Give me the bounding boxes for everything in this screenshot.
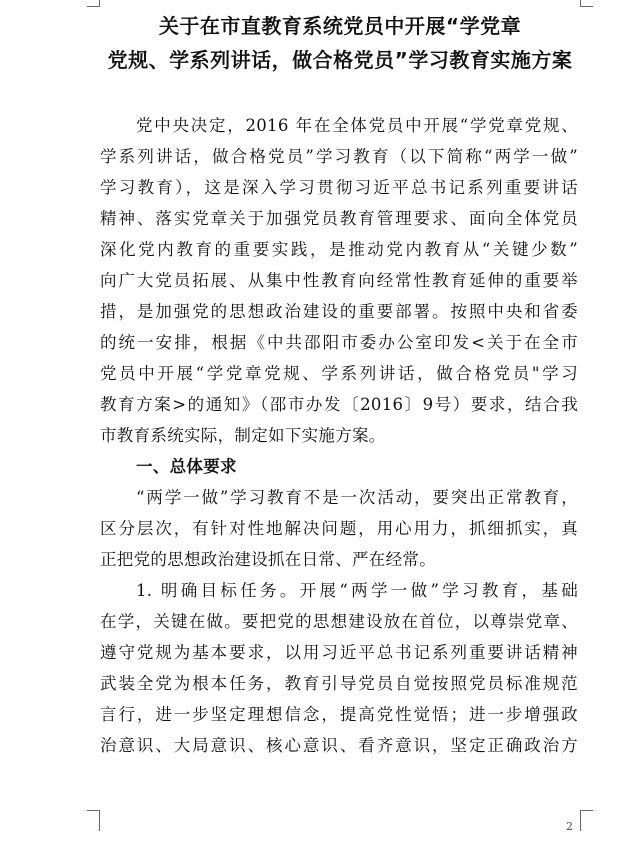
body-line: 学系列讲话，做合格党员”学习教育（以下简称“两学一做” <box>100 147 578 166</box>
crop-mark-top-right <box>580 0 593 7</box>
body-line: 的统一安排，根据《中共邵阳市委办公室印发<关于在全市 <box>100 333 578 352</box>
document-title-line-2: 党规、学系列讲话，做合格党员”学习教育实施方案 <box>107 48 573 72</box>
document-body <box>100 110 578 761</box>
body-line: 治意识、大局意识、核心意识、看齐意识，坚定正确政治方 <box>100 736 578 755</box>
body-line: 党中央决定，2016 年在全体党员中开展“学党章党规、 <box>136 116 578 135</box>
body-line: 区分层次，有针对性地解决问题，用心用力，抓细抓实，真 <box>100 519 578 538</box>
body-line: 向广大党员拓展、从集中性教育向经常性教育延伸的重要举 <box>100 271 578 290</box>
body-line: 措，是加强党的思想政治建设的重要部署。按照中央和省委 <box>100 302 578 321</box>
body-line: 遵守党规为基本要求，以用习近平总书记系列重要讲话精神 <box>100 643 578 662</box>
section-heading: 一、总体要求 <box>136 457 237 476</box>
body-line: 深化党内教育的重要实践，是推动党内教育从“关键少数” <box>100 240 578 259</box>
document-title-line-1: 关于在市直教育系统党员中开展“学党章 <box>158 14 522 38</box>
body-line: 党员中开展“学党章党规、学系列讲话，做合格党员"学习 <box>100 364 578 383</box>
body-line: 武装全党为根本任务，教育引导党员自觉按照党员标准规范 <box>100 674 578 693</box>
body-line: “两学一做”学习教育不是一次活动，要突出正常教育， <box>136 488 578 507</box>
body-line: 学习教育），这是深入学习贯彻习近平总书记系列重要讲话 <box>100 178 578 197</box>
body-line: 言行，进一步坚定理想信念，提高党性觉悟；进一步增强政 <box>100 705 578 724</box>
body-line: 正把党的思想政治建设抓在日常、严在经常。 <box>100 550 436 569</box>
body-line: 精神、落实党章关于加强党员教育管理要求、面向全体党员 <box>100 209 578 228</box>
page-number: 2 <box>566 820 573 833</box>
crop-mark-top-left <box>87 0 100 7</box>
body-line: 市教育系统实际，制定如下实施方案。 <box>100 426 386 445</box>
body-line: 在学，关键在做。要把党的思想建设放在首位，以尊崇党章、 <box>100 612 578 631</box>
crop-mark-bottom-left <box>87 810 100 831</box>
body-line: 教育方案>的通知》（邵市办发〔2016〕9号）要求，结合我 <box>100 395 578 414</box>
body-line: 1. 明确目标任务。开展“两学一做”学习教育，基础 <box>136 581 578 600</box>
crop-mark-bottom-right <box>580 810 593 831</box>
